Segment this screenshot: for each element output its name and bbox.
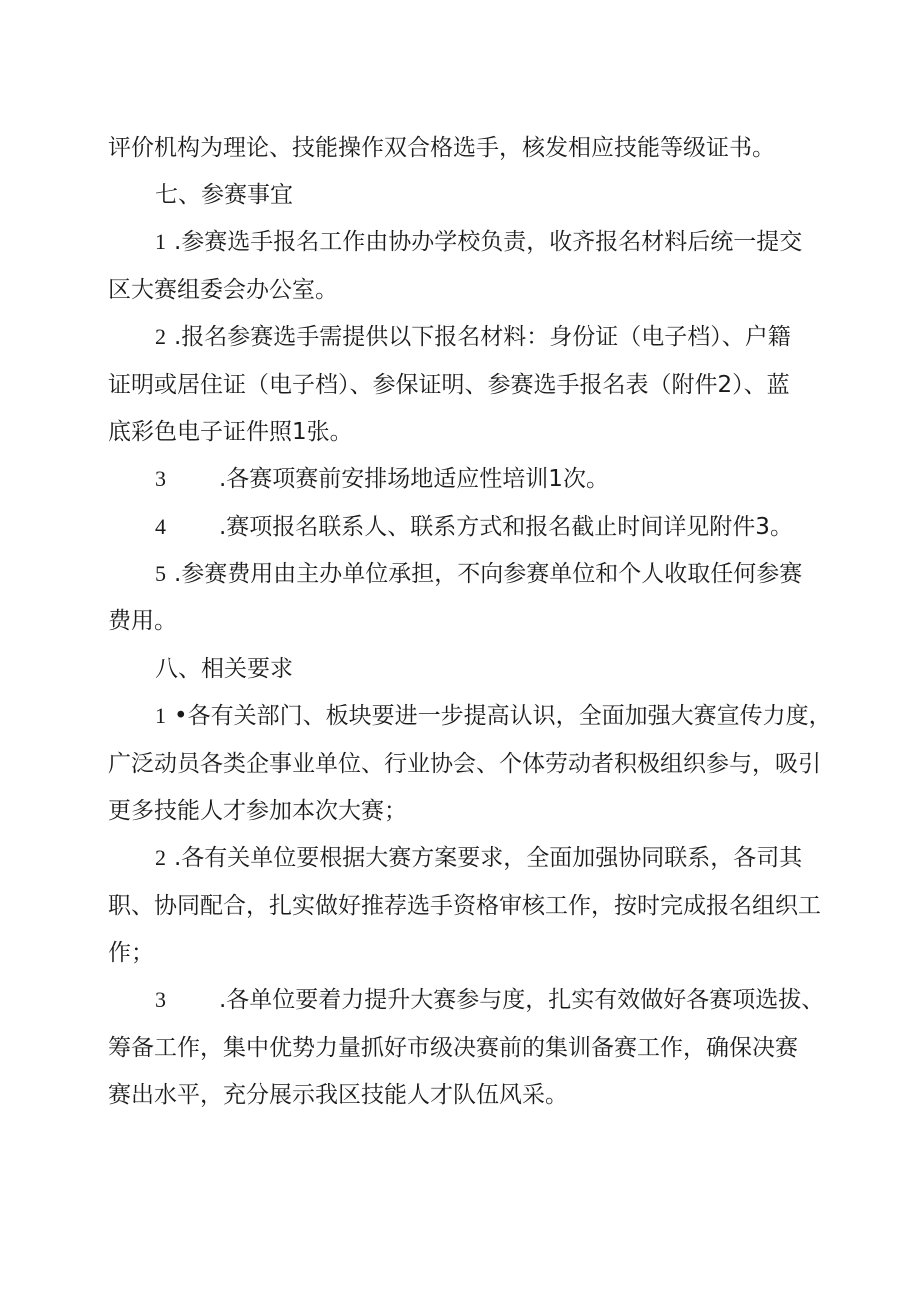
body-text-line: 职、协同配合，扎实做好推荐选手资格审核工作，按时完成报名组织工	[108, 893, 821, 919]
list-item: 2 .报名参赛选手需提供以下报名材料：身份证（电子档）、户籍	[155, 313, 828, 361]
item-number: 5	[155, 561, 166, 586]
list-item: 1 .参赛选手报名工作由协办学校负责，收齐报名材料后统一提交	[155, 218, 828, 266]
body-text-line: 费用。	[108, 608, 177, 634]
body-text-line: 区大赛组委会办公室。	[108, 277, 338, 303]
section-heading: 八、相关要求	[155, 656, 293, 682]
body-text-line: 作；	[108, 940, 154, 966]
item-number: 2	[155, 845, 166, 870]
body-text-line: 更多技能人才参加本次大赛；	[108, 798, 407, 824]
item-number: 1	[155, 703, 166, 728]
body-text-line: 评价机构为理论、技能操作双合格选手，核发相应技能等级证书。	[108, 135, 775, 161]
item-number: 3	[155, 466, 166, 491]
list-item: 2 .各有关单位要根据大赛方案要求，全面加强协同联系，各司其	[155, 834, 828, 882]
list-item: 5 .参赛费用由主办单位承担，不向参赛单位和个人收取任何参赛	[155, 550, 828, 598]
body-text-line: 广泛动员各类企事业单位、行业协会、个体劳动者积极组织参与，吸引	[108, 751, 821, 777]
list-item: 3 .各赛项赛前安排场地适应性培训1次。	[155, 455, 828, 503]
section-heading: 七、参赛事宜	[155, 182, 293, 208]
list-item: 3 .各单位要着力提升大赛参与度，扎实有效做好各赛项选拔、	[155, 976, 828, 1024]
list-item: 4 .赛项报名联系人、联系方式和报名截止时间详见附件3。	[155, 503, 828, 551]
body-text-line: 筹备工作，集中优势力量抓好市级决赛前的集训备赛工作，确保决赛	[108, 1035, 798, 1061]
list-item: 1 •各有关部门、板块要进一步提高认识，全面加强大赛宣传力度，	[155, 692, 828, 740]
item-number: 1	[155, 229, 166, 254]
item-number: 4	[155, 514, 166, 539]
body-text-line: 证明或居住证（电子档）、参保证明、参赛选手报名表（附件2）、蓝	[108, 372, 790, 398]
body-text-line: 底彩色电子证件照1张。	[108, 419, 353, 445]
body-text-line: 赛出水平，充分展示我区技能人才队伍风采。	[108, 1082, 568, 1108]
item-number: 3	[155, 987, 166, 1012]
item-number: 2	[155, 324, 166, 349]
